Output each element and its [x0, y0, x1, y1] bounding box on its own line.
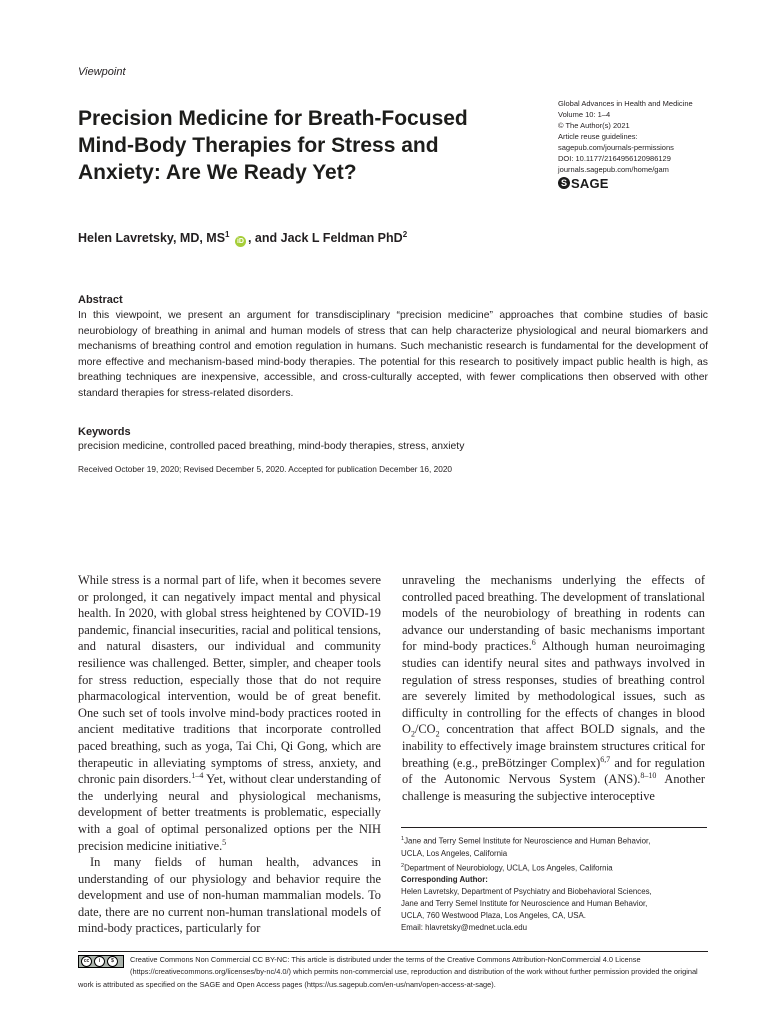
citation-ref[interactable]: 8–10 [640, 771, 657, 780]
abstract-heading: Abstract [78, 294, 123, 306]
corresponding-author-email[interactable]: Email: hlavretsky@mednet.ucla.edu [401, 923, 527, 933]
corresponding-author-line: Helen Lavretsky, Department of Psychiatry and Biobehavioral Sciences, [401, 887, 652, 897]
affiliation-line [401, 860, 707, 875]
sage-logo-icon: S [558, 177, 570, 189]
affiliation-marker: 2 [401, 862, 405, 869]
citation-ref[interactable]: 6,7 [600, 754, 611, 764]
body-text: Another challenge is measuring the subjective interoceptive [402, 772, 705, 803]
footer-divider [78, 951, 708, 952]
journal-homepage-link[interactable]: journals.sagepub.com/home/gam [558, 165, 669, 174]
article-title: Precision Medicine for Breath-Focused Mind-Body Therapies for Stress and Anxiety: Are We Ready Yet? [78, 107, 468, 184]
license-notice [78, 954, 708, 991]
body-paragraph [78, 572, 381, 854]
author-name: Helen Lavretsky, MD, MS [78, 231, 226, 246]
keywords-heading: Keywords [78, 426, 131, 438]
citation-ref[interactable]: 6 [531, 638, 536, 648]
abstract-text: In this viewpoint, we present an argument for transdisciplinary “precision medicine” approaches that combine studies of basic neurobiology of breathing in animal and human models of stress that can help characterize physiological and neural biomarkers and mechanisms of breathing control and emotion regulation in humans. Such mechanistic research is fundamental for the development of more effective and mechanism-based mind-body therapies. The potential for this research to positively impact public health is high, as breathing techniques are inexpensive, accessible, and cross-culturally accepted, with fewer complications then observed with other standard therapies for stress-related disorders. [78, 310, 708, 399]
subscript: 2 [410, 729, 415, 739]
affiliation-marker: 1 [401, 836, 405, 842]
affiliation-line: UCLA, Los Angeles, California [401, 848, 508, 858]
noncommercial-icon: $ [107, 956, 118, 967]
corresponding-author-heading: Corresponding Author: [401, 875, 488, 885]
body-text: unraveling the mechanisms underlying the effects of controlled paced breathing. The development of translational models of the neurobiology of breathing in rodents can advance our understanding of basic mechanisms important for mind-body practices. [402, 573, 705, 654]
body-paragraph: In many fields of human health, advances in understanding of our physiology and behavior require the development and use of non-human mammalian models. To date, there are no current non-human translational models of mind-body practices, particularly for [78, 855, 381, 936]
author-joiner: , and [247, 231, 281, 246]
reuse-link[interactable]: sagepub.com/journals-permissions [558, 143, 674, 152]
citation-ref[interactable]: 5 [222, 837, 227, 847]
copyright: © The Author(s) 2021 [558, 121, 630, 130]
body-paragraph [402, 572, 705, 804]
body-column-left [78, 572, 381, 937]
body-text: concentration that affect BOLD signals, and the inability to effectively image brainstem structures critical for breathing (e.g., preBötzinger Complex) [402, 722, 705, 770]
section-label: Viewpoint [78, 66, 126, 78]
orcid-icon[interactable]: iD [236, 238, 244, 246]
keywords-text: precision medicine, controlled paced breathing, mind-body therapies, stress, anxiety [78, 441, 465, 452]
journal-volume: Volume 10: 1–4 [558, 110, 611, 119]
affiliation-marker: 2 [402, 230, 408, 239]
sage-logo-text: SAGE [571, 175, 609, 191]
affiliation-text: Jane and Terry Semel Institute for Neuroscience and Human Behavior, [404, 836, 651, 846]
journal-name: Global Advances in Health and Medicine [558, 99, 693, 108]
body-column-right [402, 572, 705, 804]
received-dates: Received October 19, 2020; Revised December 5, 2020. Accepted for publication December 16, 2020 [78, 464, 453, 474]
subscript: 2 [435, 729, 440, 739]
attribution-icon: i [94, 956, 105, 967]
sage-logo [558, 177, 728, 189]
affiliation-divider [401, 827, 707, 828]
author-name: Jack L Feldman PhD [280, 231, 403, 246]
corresponding-author-line: UCLA, 760 Westwood Plaza, Los Angeles, CA, USA. [401, 911, 586, 921]
affiliation-line [401, 833, 707, 848]
affiliation-marker: 1 [225, 230, 230, 239]
affiliation-text: Department of Neurobiology, UCLA, Los Angeles, California [404, 863, 613, 873]
author-list [78, 230, 407, 247]
body-text: Although human neuroimaging studies can identify neural sites and pathways involved in regulation of stress responses, studies of breathing control are severely limited by methodological issues, such as difficulty in controlling for the effects of changes in blood O [402, 639, 705, 737]
license-text: Creative Commons Non Commercial CC BY-NC: This article is distributed under the terms of the Creative Commons Attribution-NonCommercial 4.0 License (https://creativecommons.org/licenses/by-nc/4.0/) which permits non-commercial use, reproduction and distribution of the work without further permission provided the original work is attributed as specified on the SAGE and Open Access pages (https://us.sagepub.com/en-us/nam/open-access-at-sage). [78, 955, 698, 989]
journal-info [558, 98, 728, 189]
body-text: /CO [414, 722, 436, 737]
body-text: and for regulation of the Autonomic Nervous System (ANS). [402, 755, 705, 787]
body-text: While stress is a normal part of life, when it becomes severe or prolonged, it can negatively impact mental and physical health. In 2020, with global stress heightened by COVID-19 pandemic, financial insecurities, racial and political tensions, and natural disasters, our individual and community resilience was challenged. Better, simpler, and cheaper tools for stress reduction, especially those that do not require pharmacological intervention, would be of great benefit. One such set of tools involve mind-body practices rooted in ancient meditative traditions that incorporate controlled paced breathing, such as yoga, Tai Chi, Qi Gong, which are therapeutic in alleviating symptoms of stress, anxiety, and chronic pain disorders. [78, 573, 381, 787]
corresponding-author-line: Jane and Terry Semel Institute for Neuroscience and Human Behavior, [401, 899, 648, 909]
reuse-label: Article reuse guidelines: [558, 132, 638, 141]
body-text: Yet, without clear understanding of the underlying neural and physiological mechanisms, development of better treatments is problematic, especially with a goal of optimal personalized options per the NIH precision medicine initiative. [78, 772, 381, 853]
cc-icon: cc [81, 956, 92, 967]
doi[interactable]: DOI: 10.1177/2164956120986129 [558, 154, 671, 163]
affiliations [401, 833, 707, 934]
citation-ref[interactable]: 1–4 [191, 771, 204, 780]
cc-by-nc-icon[interactable] [78, 955, 124, 968]
